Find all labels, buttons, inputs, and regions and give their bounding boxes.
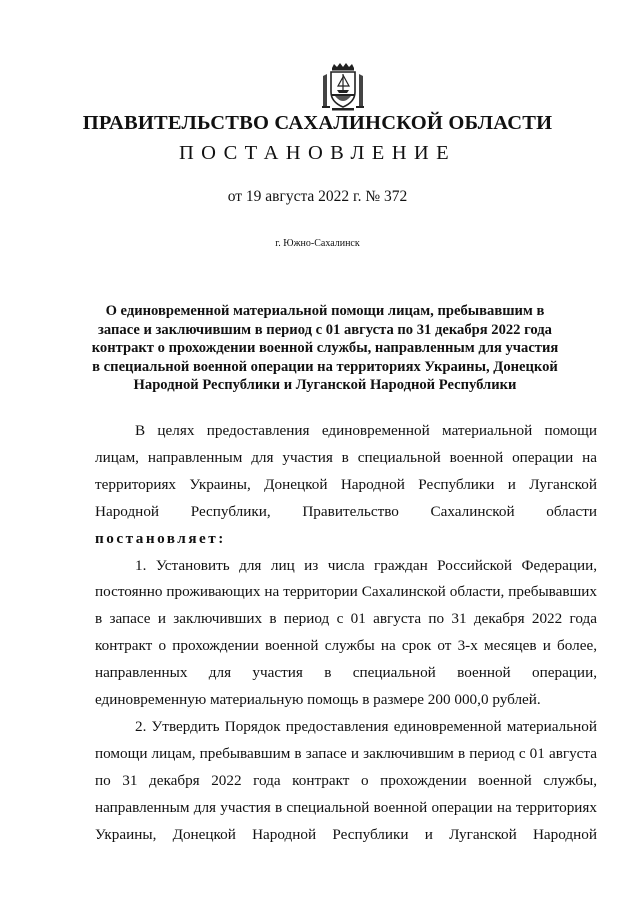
item-2-paragraph: 2. Утвердить Порядок предоставления единовременной материальной помощи лицам, пребывавшим в запасе и заключившим в период с 01 августа по 31 декабря 2022 года контракт о прохождении военной службы, направленным для участия в специальной военной операции на территориях Украины, Донецкой Народной Республики и Луганской Народной [95, 717, 597, 843]
document-title: О единовременной материальной помощи лицам, пребывавшим в запасе и заключившим в период с 01 августа по 31 декабря 2022 года контракт о прохождении военной службы, направленным для участия в специальной военной операции на территориях Украины, Донецкой Народной Республики и Луганской Народной Республики [91, 303, 559, 394]
item-1-paragraph: 1. Установить для лиц из числа граждан Российской Федерации, постоянно проживающих на территории Сахалинской области, пребывавших в запасе и заключивших в период с 01 августа по 31 декабря 2022 года контракт о прохождении военной службы на срок от 3-х месяцев и более, направленных для участия в специальной военной операции, единовременную материальную помощь в размере 200 000,0 рублей. [95, 556, 597, 709]
preamble-paragraph [95, 418, 597, 553]
preamble-verb: постановляет: [95, 529, 226, 547]
document-dateline: от 19 августа 2022 г. № 372 [227, 188, 408, 205]
coat-of-arms-icon [318, 62, 368, 112]
preamble-text: В целях предоставления единовременной материальной помощи лицам, направленным для участия в специальной военной операции на территориях Украины, Донецкой Народной Республики и Луганской Народной Республики, Правительство Сахалинской области [95, 422, 597, 520]
document-body [95, 418, 597, 849]
document-city: г. Южно-Сахалинск [275, 238, 360, 249]
document-type-heading: ПОСТАНОВЛЕНИЕ [178, 142, 457, 164]
government-heading: ПРАВИТЕЛЬСТВО САХАЛИНСКОЙ ОБЛАСТИ [82, 112, 553, 134]
